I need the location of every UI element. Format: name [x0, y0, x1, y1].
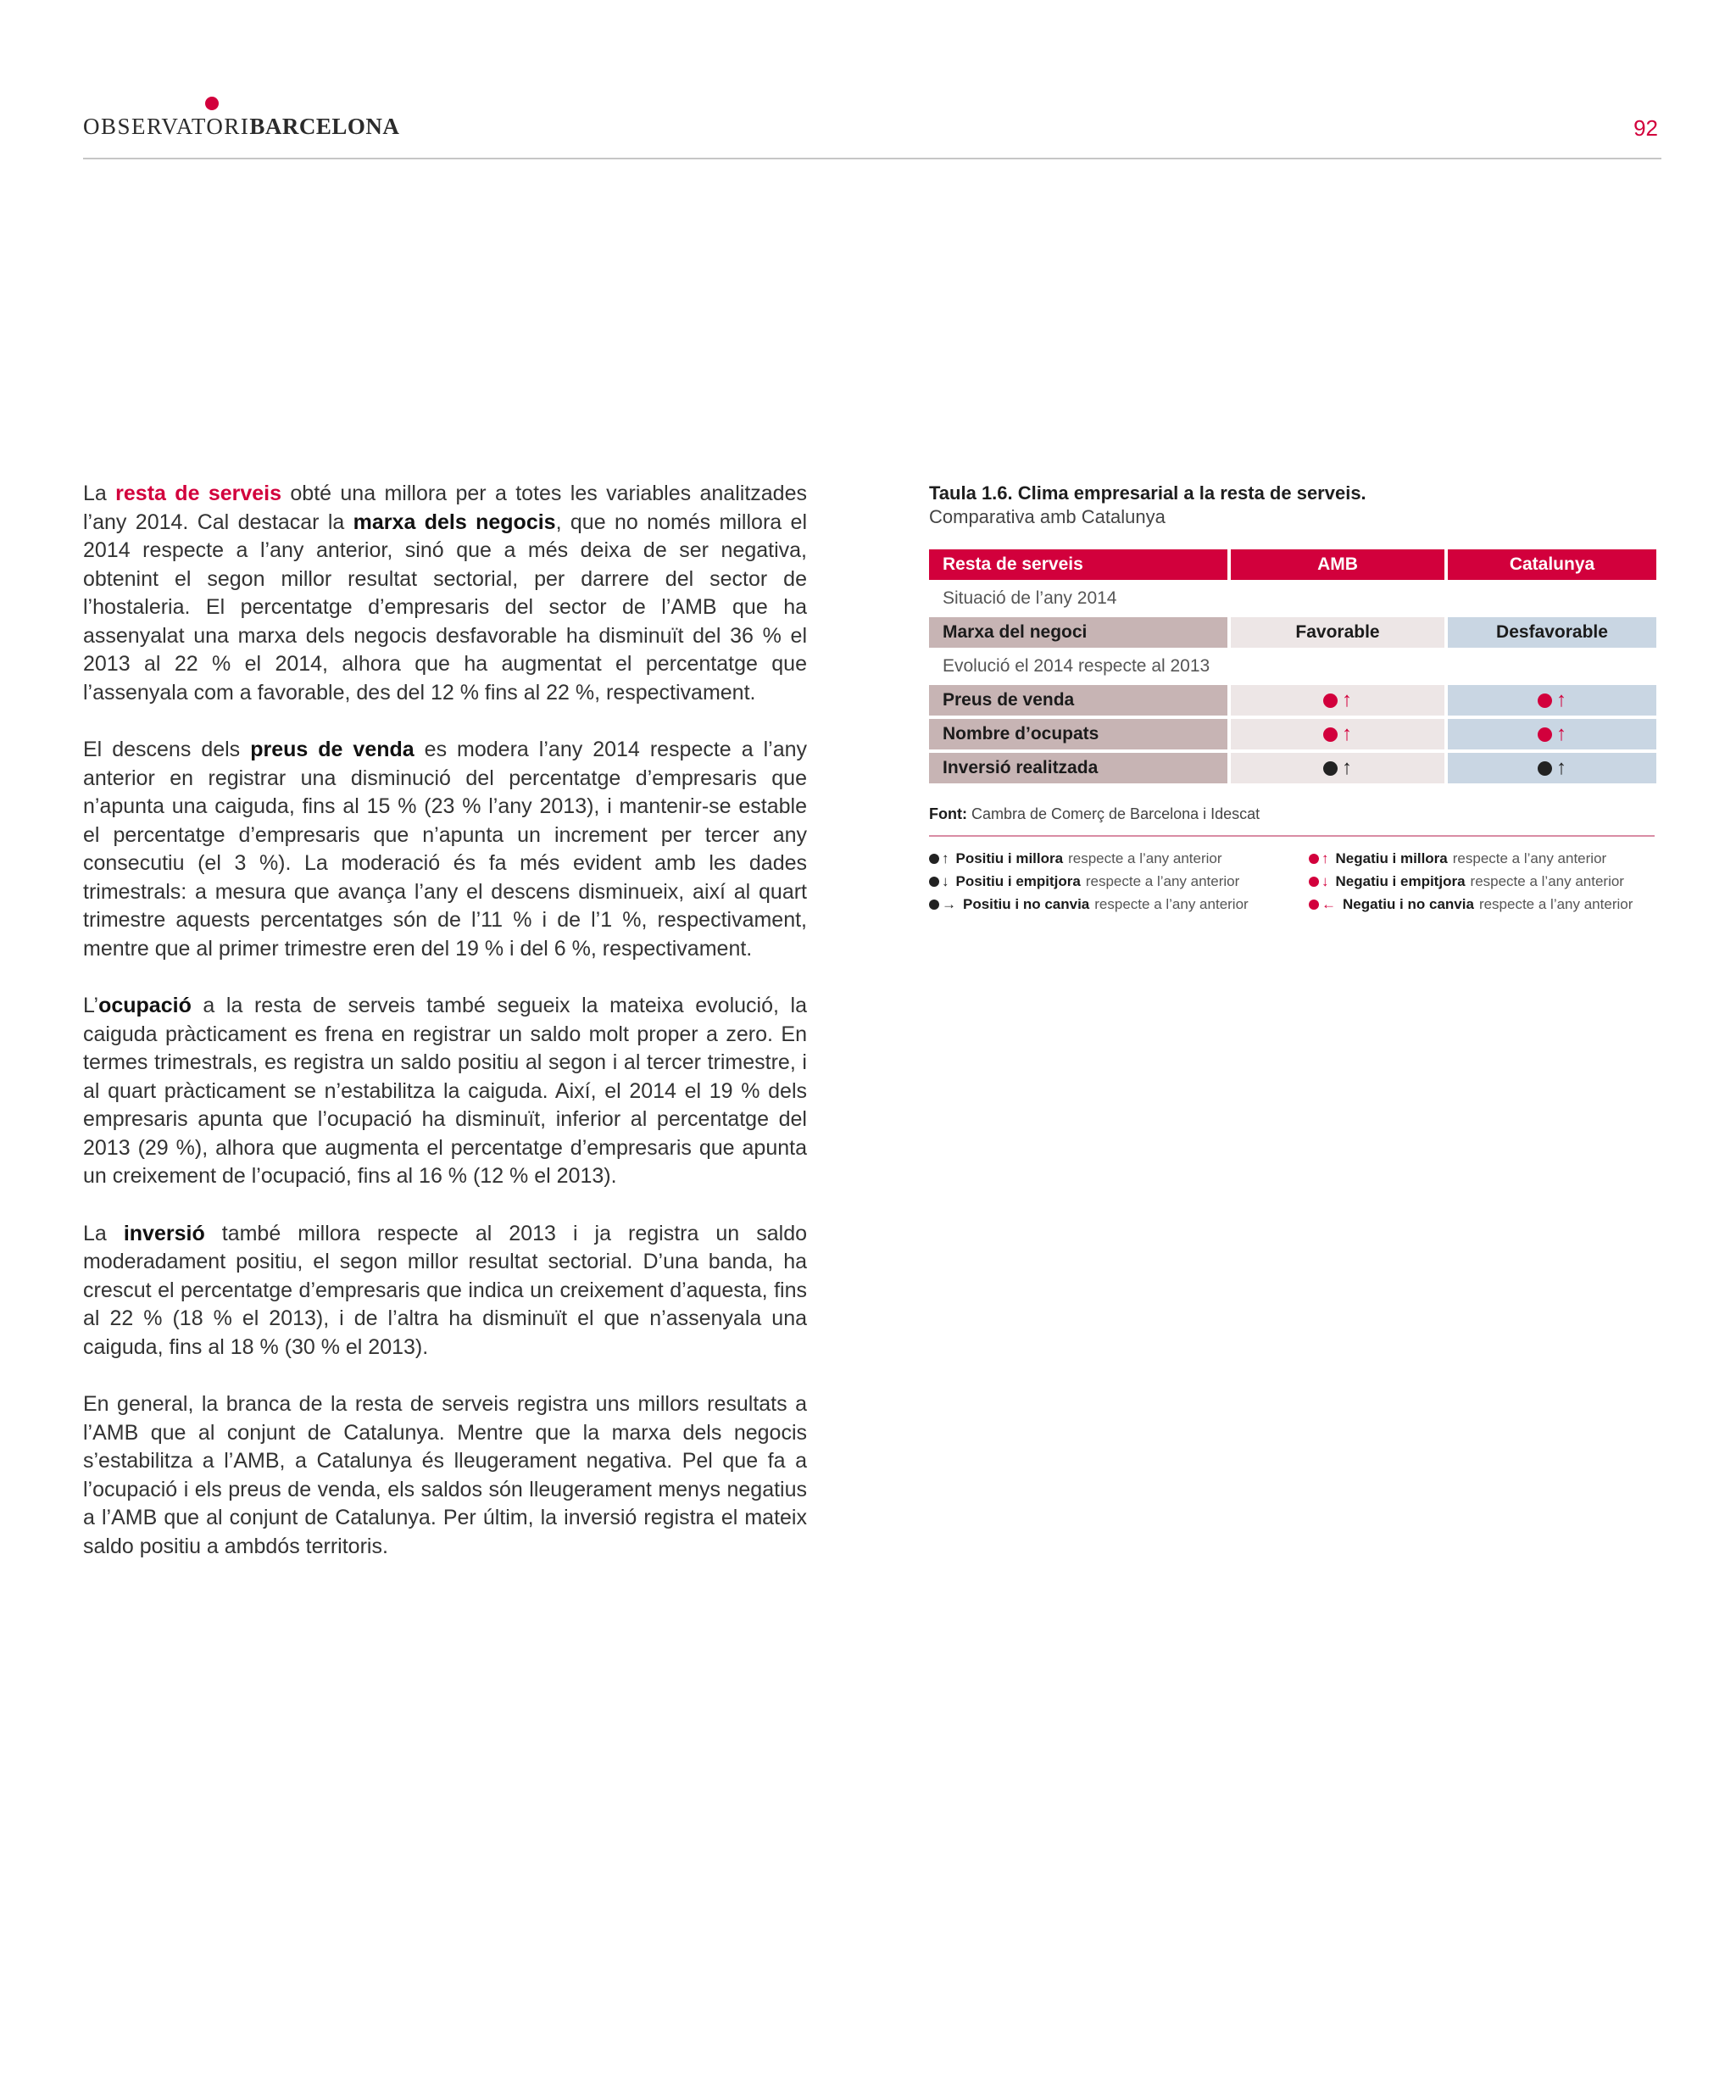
- header-resta-de-serveis: Resta de serveis: [929, 549, 1227, 580]
- up-arrow-icon: ↑: [942, 850, 949, 866]
- paragraph-inversio: [83, 1220, 807, 1362]
- paragraph-preus: [83, 736, 807, 963]
- legend-positiu-empitjora: [929, 872, 1309, 891]
- paragraph-resta-de-serveis: [83, 480, 807, 707]
- legend-negatiu-millora: [1309, 849, 1655, 868]
- text: L’: [83, 994, 99, 1017]
- table-clima-empresarial: [929, 482, 1655, 914]
- section-situacio: Situació de l’any 2014: [943, 588, 1117, 608]
- text: , que no només millora el 2014 respecte a l’any anterior, sinó que a més deixa de ser negativa, obtenint el segon millor resultat sectorial, per darrere del sector de l’hostaleria. El percentatge d’empresaris del sector de l’AMB que ha assenyalat una marxa dels negocis desfavorable ha disminuït del 36 % el 2013 al 22 % el 2014, alhora que ha augmentat el percentatge que l’assenyala com a favorable, des del 12 % fins al 22 %, respectivament.: [83, 510, 807, 705]
- up-arrow-icon: ↑: [1342, 756, 1352, 779]
- legend-label: Positiu i empitjora: [955, 872, 1081, 889]
- text: La: [83, 1221, 124, 1245]
- red-dot-icon: [1538, 694, 1552, 708]
- cell-amb-inversio: [1231, 753, 1444, 783]
- red-dot-icon: [1323, 727, 1338, 742]
- logo-text-left: OBSERVATORI: [83, 114, 250, 139]
- logo-text-right: BARCELONA: [249, 114, 400, 139]
- black-dot-icon: [929, 900, 939, 910]
- table-title: Taula 1.6. Clima empresarial a la resta de serveis.: [929, 482, 1366, 504]
- red-dot-icon: [1309, 877, 1319, 887]
- highlight-preus-de-venda: preus de venda: [250, 738, 415, 761]
- black-dot-icon: [1323, 761, 1338, 776]
- black-dot-icon: [1538, 761, 1552, 776]
- legend-suffix: respecte a l’any anterior: [1478, 895, 1633, 912]
- legend-label: Positiu i millora: [955, 849, 1064, 866]
- cell-cat-inversio: [1448, 753, 1656, 783]
- source-text: Cambra de Comerç de Barcelona i Idescat: [966, 805, 1260, 822]
- text: es modera l’any 2014 respecte a l’any anterior en registrar una disminució del percentatge d’empresaris que n’apunta una caiguda, fins al 15 % (23 % l’any 2013), i mantenir-se estable el percentatge d’empresaris que n’apunta un increment per tercer any consecutiu (el 3 %). La moderació és fa més evident amb les dades trimestrals: a mesura que avança l’any el descens disminueix, així al quart trimestre aquests percentatges són de l’11 % i de l’1 %, respectivament, mentre que al primer trimestre eren del 19 % i del 6 %, respectivament.: [83, 738, 807, 961]
- down-arrow-icon: ↓: [1321, 873, 1329, 889]
- legend-suffix: respecte a l’any anterior: [1094, 895, 1249, 912]
- cell-amb-marxa: [1231, 617, 1444, 648]
- black-dot-icon: [929, 854, 939, 864]
- text: obté una millora per a totes les variables analitzades l’any 2014. Cal destacar la: [83, 482, 807, 534]
- legend-suffix: respecte a l’any anterior: [1085, 872, 1240, 889]
- black-dot-icon: [929, 877, 939, 887]
- paragraph-ocupacio: [83, 992, 807, 1191]
- right-arrow-icon: →: [942, 896, 956, 912]
- row-label-inversio: Inversió realitzada: [929, 753, 1227, 783]
- legend-suffix: respecte a l’any anterior: [1068, 849, 1222, 866]
- up-arrow-icon: ↑: [1556, 688, 1566, 711]
- cell-cat-preus: [1448, 685, 1656, 716]
- page-header: [83, 95, 1661, 159]
- row-label-marxa: Marxa del negoci: [929, 617, 1227, 648]
- legend-label: Negatiu i empitjora: [1335, 872, 1466, 889]
- text: a la resta de serveis també segueix la mateixa evolució, la caiguda pràcticament es frena en registrar un saldo molt proper a zero. En termes trimestrals, es registra un saldo positiu al segon i al tercer trimestre, i al quart pràcticament se n’estabilitza la caiguda. Així, el 2014 el 19 % dels empresaris apunta que l’ocupació ha disminuït, inferior al percentatge del 2013 (29 %), alhora que augmenta el percentatge d’empresaris que apunta un creixement de l’ocupació, fins al 16 % (12 % el 2013).: [83, 994, 807, 1188]
- red-dot-icon: [1538, 727, 1552, 742]
- legend-negatiu-empitjora: [1309, 872, 1655, 891]
- value-cat-marxa: Desfavorable: [1496, 622, 1608, 642]
- cell-cat-marxa: [1448, 617, 1656, 648]
- legend-label: Negatiu i no canvia: [1343, 895, 1474, 912]
- table-subtitle: Comparativa amb Catalunya: [929, 506, 1166, 527]
- legend-positiu-millora: [929, 849, 1309, 868]
- source-label: Font:: [929, 805, 967, 822]
- up-arrow-icon: ↑: [1342, 722, 1352, 745]
- section-evolucio: Evolució el 2014 respecte al 2013: [943, 656, 1210, 676]
- table-grid: [929, 549, 1655, 783]
- table-legend: [929, 849, 1655, 914]
- legend-negatiu-no-canvia: [1309, 894, 1655, 914]
- text: En general, la branca de la resta de serveis registra uns millors resultats a l’AMB que al conjunt de Catalunya. Mentre que la marxa dels negocis s’estabilitza a l’AMB, a Catalunya és lleugerament negativa. Pel que fa a l’ocupació i els preus de venda, els saldos són lleugerament menys negatius a l’AMB que al conjunt de Catalunya. Per últim, la inversió registra el mateix saldo positiu a ambdós territoris.: [83, 1392, 807, 1558]
- down-arrow-icon: ↓: [942, 873, 949, 889]
- highlight-marxa-dels-negocis: marxa dels negocis: [353, 510, 556, 534]
- text: La: [83, 482, 116, 505]
- header-catalunya: Catalunya: [1448, 549, 1656, 580]
- left-arrow-icon: ←: [1321, 896, 1336, 912]
- red-dot-icon: [1309, 854, 1319, 864]
- cell-amb-preus: [1231, 685, 1444, 716]
- paragraph-general: [83, 1390, 807, 1561]
- up-arrow-icon: ↑: [1556, 756, 1566, 779]
- legend-label: Negatiu i millora: [1335, 849, 1448, 866]
- highlight-ocupacio: ocupació: [98, 994, 192, 1017]
- header-amb: AMB: [1231, 549, 1444, 580]
- highlight-resta-de-serveis: resta de serveis: [115, 482, 282, 505]
- legend-suffix: respecte a l’any anterior: [1470, 872, 1624, 889]
- legend-positiu-no-canvia: [929, 894, 1309, 914]
- cell-cat-ocupats: [1448, 719, 1656, 749]
- cell-amb-ocupats: [1231, 719, 1444, 749]
- value-amb-marxa: Favorable: [1295, 622, 1380, 642]
- legend-label: Positiu i no canvia: [963, 895, 1090, 912]
- text: també millora respecte al 2013 i ja registra un saldo moderadament positiu, el segon millor resultat sectorial. D’una banda, ha crescut el percentatge d’empresaris que indica un creixement d’aquesta, fins al 22 % (18 % el 2013), i de l’altra ha disminuït el que n’assenyala una caiguda, fins al 18 % (30 % el 2013).: [83, 1221, 807, 1359]
- text: El descens dels: [83, 738, 251, 761]
- body-text: [83, 480, 807, 1590]
- row-label-preus: Preus de venda: [929, 685, 1227, 716]
- up-arrow-icon: ↑: [1342, 688, 1352, 711]
- page-number: 92: [1633, 115, 1658, 141]
- up-arrow-icon: ↑: [1321, 850, 1329, 866]
- highlight-inversio: inversió: [123, 1221, 205, 1245]
- legend-suffix: respecte a l’any anterior: [1452, 849, 1607, 866]
- red-dot-icon: [1309, 900, 1319, 910]
- row-label-ocupats: Nombre d’ocupats: [929, 719, 1227, 749]
- up-arrow-icon: ↑: [1556, 722, 1566, 745]
- table-source: [929, 805, 1655, 837]
- logo-dot-icon: [205, 97, 219, 110]
- logo: [83, 114, 399, 140]
- red-dot-icon: [1323, 694, 1338, 708]
